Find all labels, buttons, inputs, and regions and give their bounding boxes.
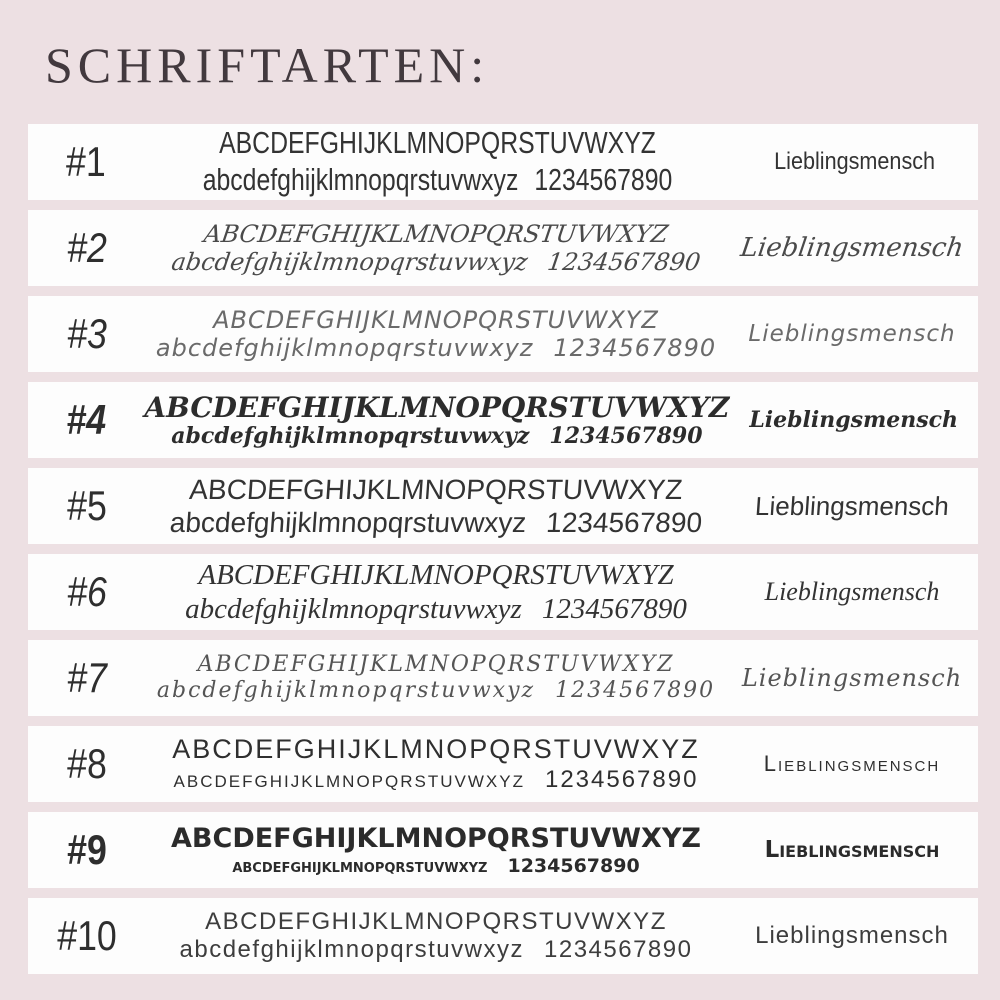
lowercase-and-numbers bbox=[146, 592, 726, 626]
lowercase-alphabet: abcdefghijklmnopqrstuvwxyz bbox=[168, 507, 528, 538]
alphabet-block bbox=[144, 125, 731, 198]
lowercase-alphabet: abcdefghijklmnopqrstuvwxyz bbox=[155, 334, 534, 362]
font-sample-row bbox=[28, 382, 978, 458]
numbers-group: 1234567890 bbox=[507, 854, 640, 877]
font-number-label: #7 bbox=[67, 654, 107, 701]
lowercase-alphabet: abcdefghijklmnopqrstuvwxyz bbox=[232, 854, 488, 877]
lowercase-alphabet: abcdefghijklmnopqrstuvwxyz bbox=[179, 936, 524, 963]
page-title: SCHRIFTARTEN: bbox=[45, 37, 490, 93]
uppercase-alphabet: ABCDEFGHIJKLMNOPQRSTUVWXYZ bbox=[197, 652, 675, 678]
numbers-group: 1234567890 bbox=[555, 678, 716, 703]
numbers-group: 1234567890 bbox=[545, 248, 703, 276]
sample-word: Lieblingsmensch bbox=[763, 751, 941, 776]
uppercase-alphabet: ABCDEFGHIJKLMNOPQRSTUVWXYZ bbox=[205, 907, 667, 935]
alphabet-block bbox=[146, 823, 726, 877]
numbers-group: 1234567890 bbox=[545, 507, 704, 538]
uppercase-alphabet: ABCDEFGHIJKLMNOPQRSTUVWXYZ bbox=[144, 390, 730, 424]
sample-word: Lieblingsmensch bbox=[754, 490, 950, 521]
alphabet-block bbox=[146, 734, 726, 794]
font-number-label: #6 bbox=[67, 568, 107, 615]
lowercase-and-numbers bbox=[145, 506, 727, 539]
font-rows bbox=[0, 124, 1000, 974]
alphabet-block bbox=[146, 473, 726, 539]
lowercase-alphabet: abcdefghijklmnopqrstuvwxyz bbox=[202, 162, 519, 197]
uppercase-alphabet: ABCDEFGHIJKLMNOPQRSTUVWXYZ bbox=[172, 733, 700, 764]
font-sample-row bbox=[28, 898, 978, 974]
alphabet-block bbox=[146, 558, 726, 626]
numbers-group: 1234567890 bbox=[541, 593, 687, 625]
font-sample-row bbox=[28, 812, 978, 888]
title-bar bbox=[0, 0, 1000, 124]
font-sample-row bbox=[28, 210, 978, 286]
font-number-label: #2 bbox=[67, 224, 107, 271]
lowercase-and-numbers bbox=[146, 855, 726, 877]
uppercase-alphabet: ABCDEFGHIJKLMNOPQRSTUVWXYZ bbox=[202, 219, 670, 248]
sample-word: Lieblingsmensch bbox=[764, 577, 940, 606]
alphabet-block bbox=[146, 908, 726, 965]
numbers-group: 1234567890 bbox=[549, 422, 703, 449]
uppercase-alphabet: ABCDEFGHIJKLMNOPQRSTUVWXYZ bbox=[218, 125, 656, 161]
lowercase-and-numbers bbox=[144, 248, 728, 276]
lowercase-and-numbers bbox=[146, 766, 726, 794]
numbers-group: 1234567890 bbox=[553, 334, 717, 362]
font-sample-row bbox=[28, 726, 978, 802]
lowercase-and-numbers bbox=[202, 162, 672, 199]
lowercase-alphabet: abcdefghijklmnopqrstuvwxyz bbox=[185, 593, 522, 625]
lowercase-alphabet: abcdefghijklmnopqrstuvwxyz bbox=[173, 765, 525, 793]
alphabet-block bbox=[146, 652, 726, 704]
sample-word: Lieblingsmensch bbox=[764, 837, 940, 863]
sample-word: Lieblingsmensch bbox=[749, 407, 959, 433]
uppercase-alphabet: ABCDEFGHIJKLMNOPQRSTUVWXYZ bbox=[213, 305, 659, 334]
lowercase-and-numbers bbox=[146, 936, 726, 964]
font-sample-row bbox=[28, 554, 978, 630]
alphabet-block bbox=[146, 306, 726, 363]
sample-word: Lieblingsmensch bbox=[755, 922, 949, 949]
font-number-label: #4 bbox=[66, 396, 107, 443]
font-sample-row bbox=[28, 124, 978, 200]
font-number-label: #9 bbox=[67, 826, 107, 873]
lowercase-and-numbers bbox=[146, 678, 726, 704]
uppercase-alphabet: ABCDEFGHIJKLMNOPQRSTUVWXYZ bbox=[188, 473, 684, 505]
font-number-label: #3 bbox=[67, 310, 107, 357]
font-number-label: #1 bbox=[66, 138, 106, 185]
lowercase-and-numbers bbox=[146, 334, 726, 362]
numbers-group: 1234567890 bbox=[544, 765, 699, 793]
uppercase-alphabet: ABCDEFGHIJKLMNOPQRSTUVWXYZ bbox=[198, 558, 674, 591]
font-number-label: #5 bbox=[67, 482, 107, 529]
alphabet-block bbox=[144, 391, 729, 450]
font-number-label: #10 bbox=[57, 912, 117, 959]
uppercase-alphabet: ABCDEFGHIJKLMNOPQRSTUVWXYZ bbox=[171, 822, 701, 854]
sample-word: Lieblingsmensch bbox=[741, 664, 963, 692]
lowercase-alphabet: abcdefghijklmnopqrstuvwxyz bbox=[169, 248, 530, 276]
lowercase-and-numbers bbox=[144, 424, 729, 450]
numbers-group: 1234567890 bbox=[534, 162, 673, 197]
lowercase-alphabet: abcdefghijklmnopqrstuvwxyz bbox=[156, 678, 536, 703]
font-sample-row bbox=[28, 468, 978, 544]
sample-word: Lieblingsmensch bbox=[738, 233, 966, 263]
font-sample-row bbox=[28, 296, 978, 372]
font-sample-row bbox=[28, 640, 978, 716]
font-number-label: #8 bbox=[67, 740, 107, 787]
sample-word: Lieblingsmensch bbox=[773, 148, 935, 175]
lowercase-alphabet: abcdefghijklmnopqrstuvwxyz bbox=[171, 422, 530, 449]
alphabet-block bbox=[146, 220, 726, 277]
numbers-group: 1234567890 bbox=[544, 936, 693, 963]
sample-word: Lieblingsmensch bbox=[748, 321, 956, 347]
